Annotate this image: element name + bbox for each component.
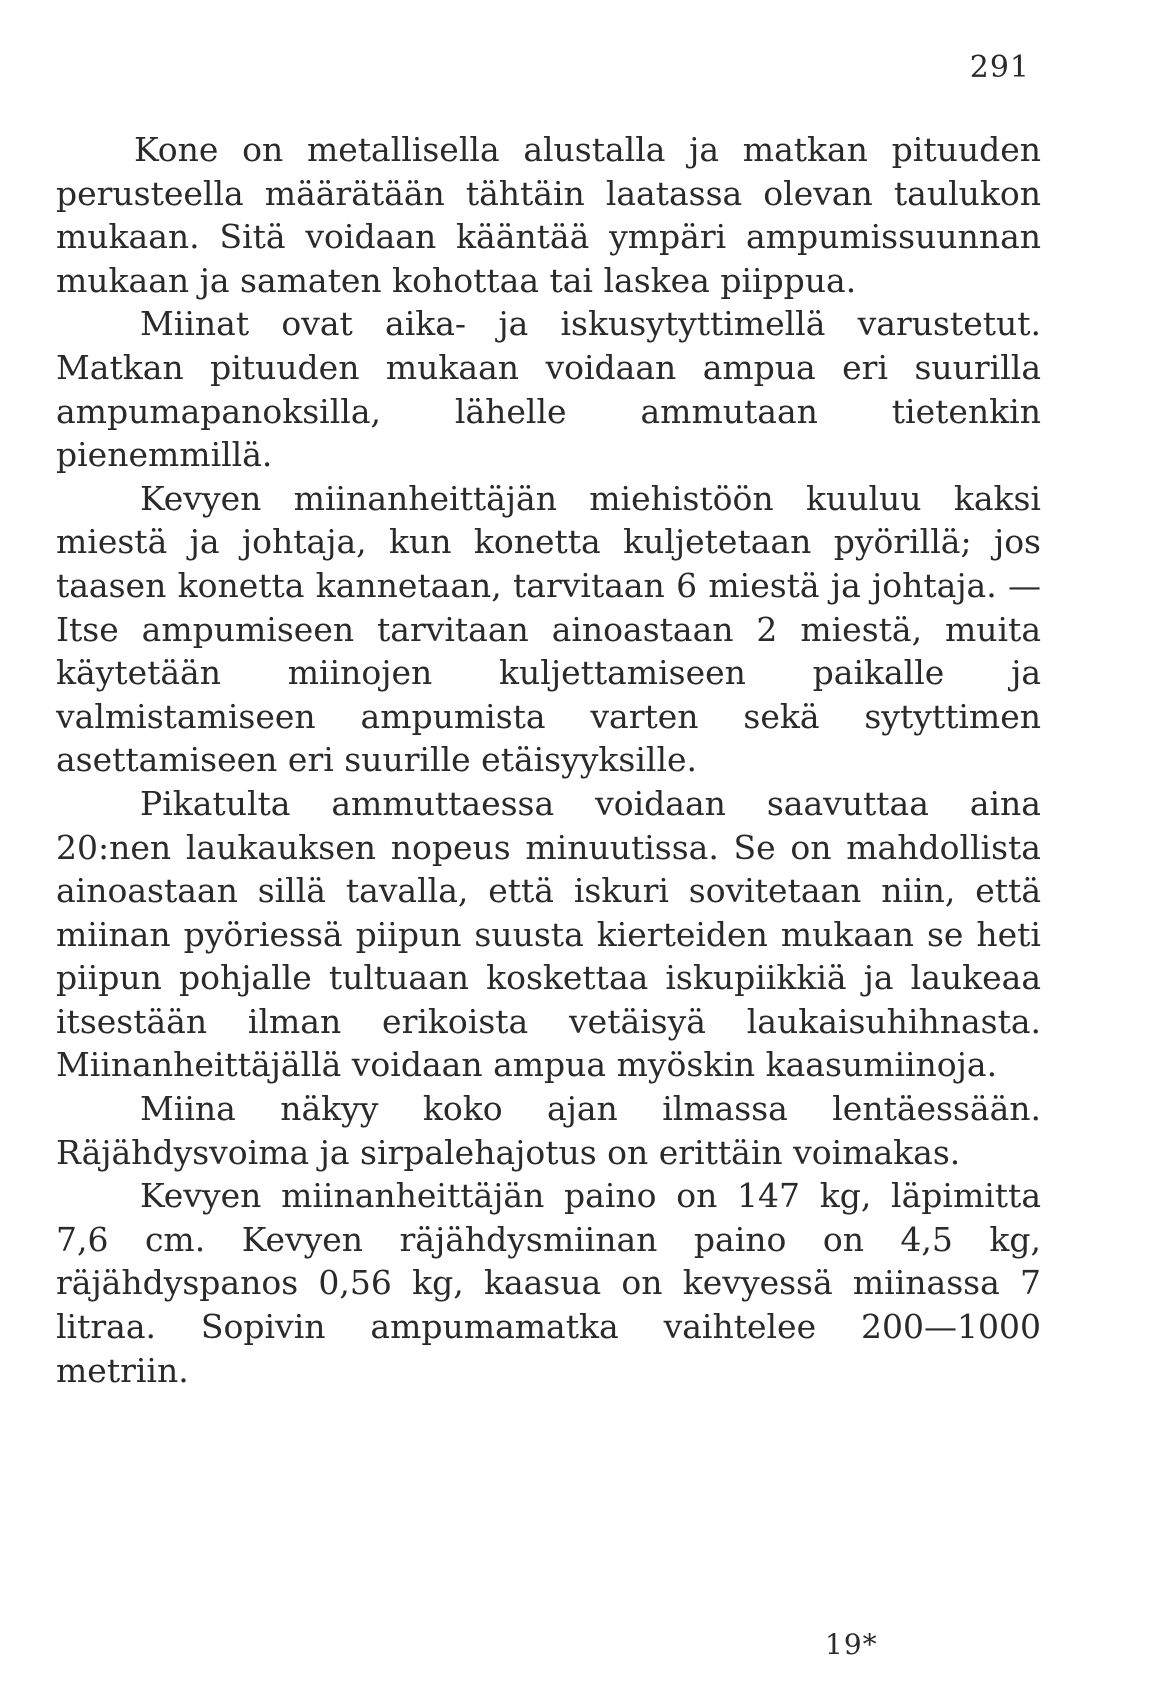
paragraph-mounting: Kone on metallisella alustalla ja matkan pituuden perusteella määrätään tähtäin laatassa olevan taulukon mukaan. Sitä voidaan kääntää ympäri ampumissuunnan mukaan ja samaten kohottaa tai laskea piippua. — [56, 130, 1041, 300]
page-number: 291 — [969, 50, 1030, 85]
body-text — [56, 128, 1041, 1392]
paragraph-crew: Kevyen miinanheittäjän miehistöön kuuluu kaksi miestä ja johtaja, kun konetta kuljetetaan pyörillä; jos taasen konetta kannetaan, tarvitaan 6 miestä ja johtaja. — Itse ampumiseen tarvitaan ainoastaan 2 miestä, muita käytetään miinojen kuljettamiseen paikalle ja valmistamiseen ampumista varten sekä sytyttimen asettamiseen eri suurille etäisyyksille. — [56, 478, 1041, 780]
paragraph-rapid-fire: Pikatulta ammuttaessa voidaan saavuttaa aina 20:nen laukauksen nopeus minuutissa. Se on mahdollista ainoastaan sillä tavalla, että iskuri sovitetaan niin, että miinan pyöriessä piipun suusta kierteiden mukaan se heti piipun pohjalle tultuaan koskettaa iskupiikkiä ja laukeaa itsestään ilman erikoista vetäisyä laukaisuhihnasta. Miinanheittäjällä voidaan ampua myöskin kaasumiinoja. — [56, 783, 1041, 1085]
paragraph-visibility: Miina näkyy koko ajan ilmassa lentäessään. Räjähdysvoima ja sirpalehajotus on erittäin voimakas. — [56, 1089, 1041, 1172]
paragraph-fuzes: Miinat ovat aika- ja iskusytyttimellä varustetut. Matkan pituuden mukaan voidaan ampua eri suurilla ampumapanoksilla, lähelle ammutaan tietenkin pienemmillä. — [56, 304, 1041, 475]
printer-signature: 19* — [825, 1628, 878, 1661]
paragraph-specifications: Kevyen miinanheittäjän paino on 147 kg, läpimitta 7,6 cm. Kevyen räjähdysmiinan paino on 4,5 kg, räjähdyspanos 0,56 kg, kaasua on kevyessä miinassa 7 litraa. Sopivin ampumamatka vaihtelee 200—1000 metriin. — [56, 1176, 1041, 1390]
